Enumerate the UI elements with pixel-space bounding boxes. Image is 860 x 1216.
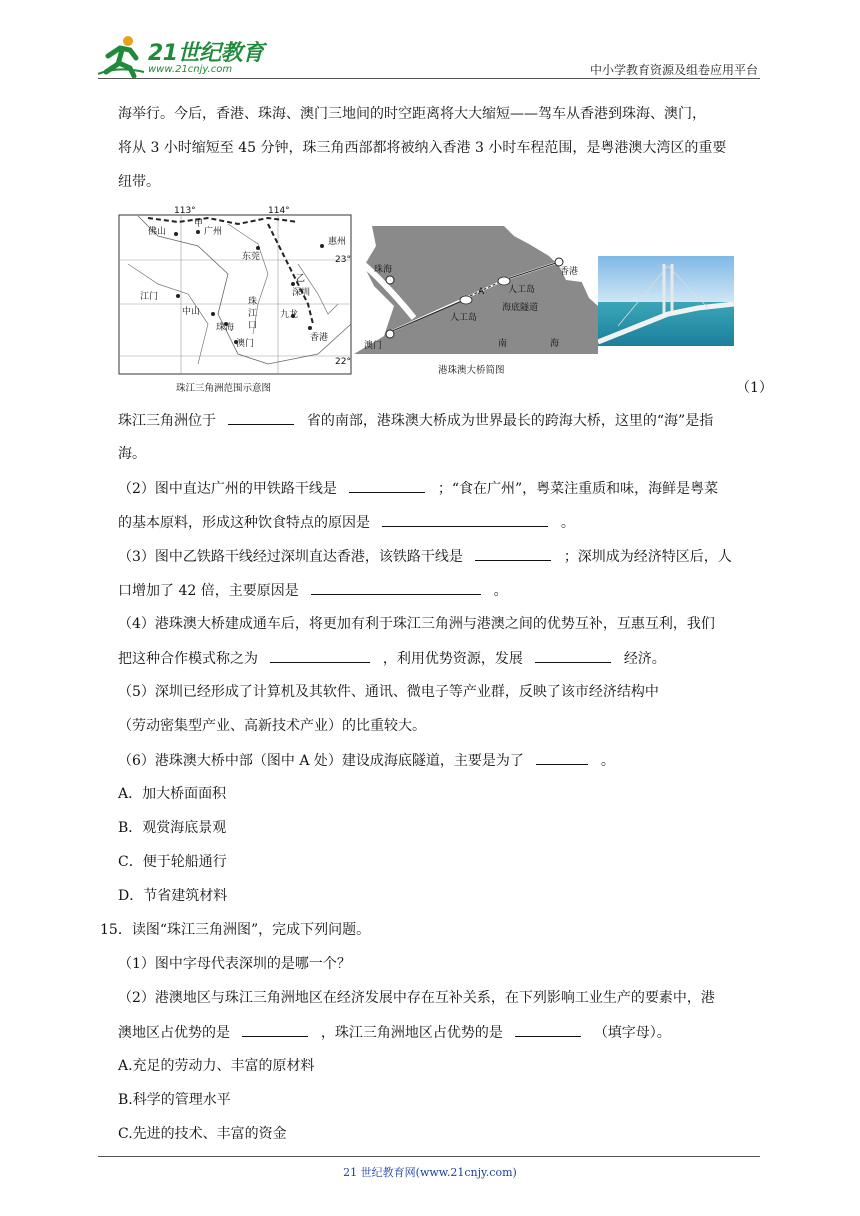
map1-label-guangzhou: 广州 (204, 227, 223, 237)
question-1-line-2: 海。 (118, 446, 146, 462)
question-1-text-a: 珠江三角洲位于 (118, 413, 216, 429)
map2-label-aomen: 澳门 (364, 341, 383, 351)
map2-label-a: A (478, 287, 485, 297)
question-2-line-2 (118, 512, 763, 533)
question-15-text-b: 澳地区占优势的是 (118, 1025, 230, 1041)
question-6-text-b: 。 (600, 753, 615, 769)
map1-label-jiulong: 九龙 (280, 310, 299, 320)
map1-label-lat23: 23° (335, 255, 351, 265)
question-6-line-1 (118, 750, 763, 771)
map1-label-xianggang: 香港 (310, 333, 329, 343)
hzmb-bridge-map (354, 226, 598, 378)
map1-label-lon114: 114° (268, 206, 290, 216)
bridge-photo-drawing (598, 256, 734, 346)
answer-blank-province[interactable] (228, 410, 294, 425)
map1-label-huizhou: 惠州 (328, 237, 347, 247)
intro-line-1: 海举行。今后，香港、珠海、澳门三地间的时空距离将大大缩短——驾车从香港到珠海、澳门， (118, 106, 706, 122)
map1-label-jiangmen: 江门 (140, 292, 159, 302)
answer-blank-economy-type[interactable] (535, 648, 611, 663)
map1-label-lat22: 22° (335, 357, 351, 367)
answer-blank-food-reason[interactable] (382, 512, 548, 527)
answer-blank-cooperation-mode[interactable] (270, 648, 370, 663)
bridge-photo (598, 256, 734, 346)
question-1-text-b: 省的南部，港珠澳大桥成为世界最长的跨海大桥，这里的“海”是指 (306, 413, 714, 429)
question-15-text-c: ，珠江三角洲地区占优势的是 (320, 1025, 503, 1041)
question-5-line-2: （劳动密集型产业、高新技术产业）的比重较大。 (118, 718, 426, 734)
map1-label-dongguan: 东莞 (242, 252, 261, 262)
map1-label-aomen: 澳门 (236, 339, 255, 349)
runner-icon (98, 34, 146, 78)
map1-label-foshan: 佛山 (148, 227, 167, 237)
page-footer[interactable]: 21 世纪教育网(www.21cnjy.com) (343, 1166, 517, 1179)
pearl-river-delta-map-drawing (118, 204, 354, 376)
intro-line-3: 纽带。 (118, 174, 160, 190)
logo-url: www.21cnjy.com (148, 64, 233, 75)
question-2-text-a: （2）图中直达广州的甲铁路干线是 (118, 481, 337, 497)
question-1-line-1 (118, 410, 763, 431)
question-3-line-2 (118, 580, 763, 601)
map1-label-kou: 口 (248, 321, 258, 331)
question-2-text-c: 的基本原料，形成这种饮食特点的原因是 (118, 515, 370, 531)
footer-divider (98, 1156, 760, 1157)
question-3-text-d: 。 (493, 583, 508, 599)
answer-blank-prd-advantage[interactable] (515, 1022, 581, 1037)
logo-text: 21世纪教育 (148, 41, 264, 66)
question-2-text-b: ；“食在广州”，粤菜注重质和味，海鲜是粤菜 (437, 481, 719, 497)
intro-line-2: 将从 3 小时缩短至 45 分钟，珠三角西部都将被纳入香港 3 小时车程范围，是粤港澳大湾区的重要 (118, 140, 727, 156)
option-c[interactable]: C．便于轮船通行 (118, 854, 227, 870)
map2-label-hai: 海 (550, 339, 560, 349)
question-6-text-a: （6）港珠澳大桥中部（图中 A 处）建设成海底隧道，主要是为了 (118, 753, 524, 769)
question-3-text-c: 口增加了 42 倍，主要原因是 (118, 583, 299, 599)
answer-blank-tunnel-purpose[interactable] (536, 750, 588, 765)
question-3-text-b: ；深圳成为经济特区后，人 (563, 549, 732, 565)
map2-label-xianggang: 香港 (560, 267, 579, 277)
header-tagline: 中小学教育资源及组卷应用平台 (589, 63, 758, 77)
question-3-line-1 (118, 546, 763, 567)
map1-label-lon113: 113° (174, 206, 196, 216)
question-5-line-1: （5）深圳已经形成了计算机及其软件、通讯、微电子等产业群，反映了该市经济结构中 (118, 684, 659, 700)
map1-label-jia: 甲 (194, 219, 204, 229)
question-4-line-2 (118, 648, 763, 669)
question-4-text-c: ，利用优势资源，发展 (382, 651, 523, 667)
map1-label-shenzhen: 深圳 (292, 288, 311, 298)
map2-label-zhuhai: 珠海 (374, 265, 393, 275)
answer-blank-railway-yi[interactable] (475, 546, 551, 561)
map2-label-tunnel: 海底隧道 (502, 303, 539, 313)
question-15-text-d: （填字母）。 (593, 1025, 671, 1041)
answer-blank-railway-jia[interactable] (349, 478, 425, 493)
question-15-sub-2-line-2 (118, 1022, 763, 1043)
site-logo[interactable] (98, 34, 268, 78)
question-15-sub-2-line-1: （2）港澳地区与珠江三角洲地区在经济发展中存在互补关系，在下列影响工业生产的要素中，港 (118, 990, 715, 1006)
question-2-line-1 (118, 478, 763, 499)
question-4-text-b: 把这种合作模式称之为 (118, 651, 258, 667)
question-15-sub-1: （1）图中字母代表深圳的是哪一个？ (118, 956, 351, 972)
option-a[interactable]: A．加大桥面面积 (118, 786, 227, 802)
option-d[interactable]: D．节省建筑材料 (118, 888, 228, 904)
pearl-river-delta-map (118, 204, 354, 394)
hzmb-bridge-map-drawing (354, 226, 598, 354)
question-15-title: 15．读图“珠江三角洲图”，完成下列问题。 (100, 922, 371, 938)
map2-label-nan: 南 (498, 339, 508, 349)
map1-label-yi: 乙 (296, 274, 306, 284)
option-b[interactable]: B．观赏海底景观 (118, 820, 227, 836)
question-2-text-d: 。 (560, 515, 575, 531)
page-header (98, 28, 760, 80)
question-15-option-a[interactable]: A.充足的劳动力、丰富的原材料 (118, 1058, 315, 1074)
answer-blank-hk-macao-advantage[interactable] (242, 1022, 308, 1037)
header-divider (98, 78, 760, 79)
map1-label-zhuhai: 珠海 (216, 323, 235, 333)
question-4-text-d: 经济。 (623, 651, 666, 667)
question-1-number: （1） (736, 380, 773, 396)
map1-label-jiang: 江 (248, 309, 258, 319)
map1-label-zhu: 珠 (248, 297, 258, 307)
answer-blank-population-reason[interactable] (311, 580, 481, 595)
question-4-line-1: （4）港珠澳大桥建成通车后，将更加有利于珠江三角洲与港澳之间的优势互补，互惠互利，我们 (118, 616, 715, 632)
question-3-text-a: （3）图中乙铁路干线经过深圳直达香港，该铁路干线是 (118, 549, 463, 565)
map1-label-zhongshan: 中山 (182, 307, 201, 317)
question-15-option-c[interactable]: C.先进的技术、丰富的资金 (118, 1126, 287, 1142)
map2-caption: 港珠澳大桥简图 (438, 365, 505, 376)
map2-label-island2: 人工岛 (450, 313, 478, 323)
question-15-option-b[interactable]: B.科学的管理水平 (118, 1092, 231, 1108)
map2-label-island1: 人工岛 (508, 285, 536, 295)
map1-caption: 珠江三角洲范围示意图 (176, 383, 272, 394)
